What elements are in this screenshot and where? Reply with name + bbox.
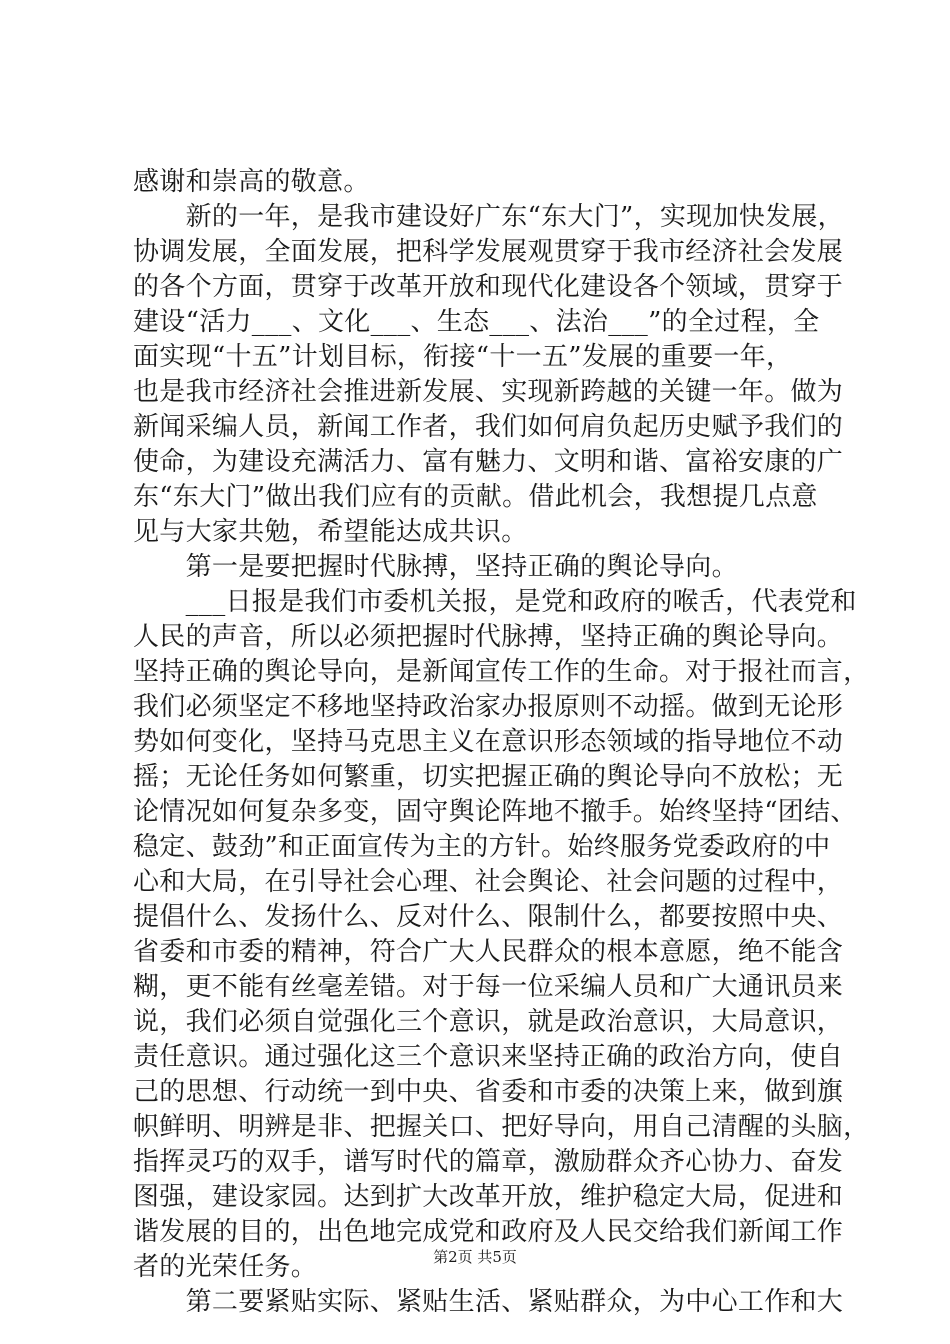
text-line: 协调发展，全面发展，把科学发展观贯穿于我市经济社会发展 bbox=[133, 237, 844, 267]
text-line: 己的思想、行动统一到中央、省委和市委的决策上来，做到旗 bbox=[133, 1077, 844, 1107]
text-line: ___日报是我们市委机关报，是党和政府的喉舌，代表党和 bbox=[133, 587, 857, 617]
text-line: 稳定、鼓劲”和正面宣传为主的方针。始终服务党委政府的中 bbox=[133, 832, 831, 862]
text-line: 感谢和崇高的敬意。 bbox=[133, 167, 370, 197]
text-line: 势如何变化，坚持马克思主义在意识形态领域的指导地位不动 bbox=[133, 727, 844, 757]
section-heading-line: 第二要紧贴实际、紧贴生活、紧贴群众，为中心工作和大 bbox=[133, 1287, 844, 1317]
text-line: 省委和市委的精神，符合广大人民群众的根本意愿，绝不能含 bbox=[133, 937, 844, 967]
text-line: 东“东大门”做出我们应有的贡献。借此机会，我想提几点意 bbox=[133, 482, 818, 512]
text-line: 的各个方面，贯穿于改革开放和现代化建设各个领域，贯穿于 bbox=[133, 272, 844, 302]
text-line: 论情况如何复杂多变，固守舆论阵地不撤手。始终坚持“团结、 bbox=[133, 797, 857, 827]
text-line: 人民的声音，所以必须把握时代脉搏，坚持正确的舆论导向。 bbox=[133, 622, 844, 652]
text-line: 见与大家共勉，希望能达成共识。 bbox=[133, 517, 528, 547]
text-line: 坚持正确的舆论导向，是新闻宣传工作的生命。对于报社而言， bbox=[133, 657, 870, 687]
text-line: 者的光荣任务。 bbox=[133, 1252, 318, 1282]
text-line: 说，我们必须自觉强化三个意识，就是政治意识，大局意识， bbox=[133, 1007, 844, 1037]
text-line: 也是我市经济社会推进新发展、实现新跨越的关键一年。做为 bbox=[133, 377, 844, 407]
text-line: 我们必须坚定不移地坚持政治家办报原则不动摇。做到无论形 bbox=[133, 692, 844, 722]
page-footer bbox=[0, 1246, 950, 1267]
text-line: 指挥灵巧的双手，谱写时代的篇章，激励群众齐心协力、奋发 bbox=[133, 1147, 844, 1177]
page-number-label: 第2页 共5页 bbox=[433, 1248, 517, 1266]
text-line: 糊，更不能有丝毫差错。对于每一位采编人员和广大通讯员来 bbox=[133, 972, 844, 1002]
document-body bbox=[133, 165, 870, 1320]
text-line: 帜鲜明、明辨是非、把握关口、把好导向，用自己清醒的头脑， bbox=[133, 1112, 870, 1142]
section-heading-line: 第一是要把握时代脉搏，坚持正确的舆论导向。 bbox=[133, 552, 738, 582]
text-line: 谐发展的目的，出色地完成党和政府及人民交给我们新闻工作 bbox=[133, 1217, 844, 1247]
text-line: 建设“活力___、文化___、生态___、法治___”的全过程，全 bbox=[133, 307, 820, 337]
text-line: 面实现“十五”计划目标，衔接“十一五”发展的重要一年， bbox=[133, 342, 793, 372]
text-line: 摇；无论任务如何繁重，切实把握正确的舆论导向不放松；无 bbox=[133, 762, 844, 792]
text-line: 图强，建设家园。达到扩大改革开放，维护稳定大局，促进和 bbox=[133, 1182, 844, 1212]
text-line: 新闻采编人员，新闻工作者，我们如何肩负起历史赋予我们的 bbox=[133, 412, 844, 442]
text-line: 责任意识。通过强化这三个意识来坚持正确的政治方向，使自 bbox=[133, 1042, 844, 1072]
text-line: 提倡什么、发扬什么、反对什么、限制什么，都要按照中央、 bbox=[133, 902, 844, 932]
text-line: 使命，为建设充满活力、富有魅力、文明和谐、富裕安康的广 bbox=[133, 447, 844, 477]
text-line: 新的一年，是我市建设好广东“东大门”，实现加快发展， bbox=[133, 202, 844, 232]
text-line: 心和大局，在引导社会心理、社会舆论、社会问题的过程中， bbox=[133, 867, 844, 897]
